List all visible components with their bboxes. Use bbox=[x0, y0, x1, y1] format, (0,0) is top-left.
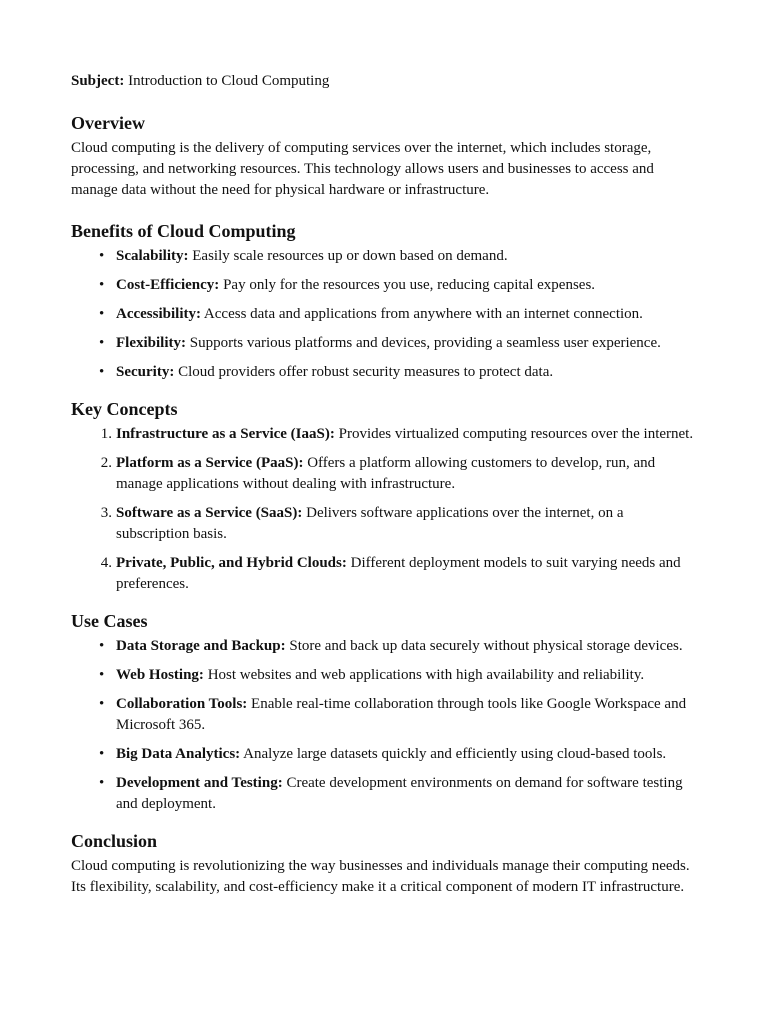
bullet-icon: • bbox=[99, 306, 105, 322]
list-item-text: Access data and applications from anywhere with an internet connection. bbox=[203, 306, 643, 322]
list-item-text: Analyze large datasets quickly and efficiently using cloud-based tools. bbox=[243, 746, 667, 762]
list-item bbox=[99, 665, 696, 686]
list-item bbox=[99, 744, 696, 765]
list-item bbox=[99, 694, 696, 736]
list-item-term: Security: bbox=[116, 364, 175, 380]
list-item-term: Data Storage and Backup: bbox=[116, 638, 286, 654]
list-item-term: Software as a Service (SaaS): bbox=[116, 505, 303, 521]
list-item-text: Enable real-time collaboration through tools like Google Workspace and Microsoft 365. bbox=[116, 696, 687, 733]
use-cases-heading: Use Cases bbox=[71, 611, 148, 631]
bullet-icon: • bbox=[99, 746, 105, 762]
bullet-icon: • bbox=[99, 277, 105, 293]
list-item bbox=[99, 362, 696, 383]
key-concepts-list bbox=[71, 424, 696, 595]
list-item-term: Cost-Efficiency: bbox=[116, 277, 220, 293]
conclusion-heading: Conclusion bbox=[71, 831, 158, 851]
list-item-text: Different deployment models to suit varying needs and preferences. bbox=[116, 555, 681, 592]
list-item bbox=[100, 503, 696, 545]
list-item-text: Delivers software applications over the internet, on a subscription basis. bbox=[116, 505, 624, 542]
list-item-text: Easily scale resources up or down based on demand. bbox=[192, 248, 508, 264]
list-number: 2. bbox=[100, 455, 112, 471]
benefits-heading: Benefits of Cloud Computing bbox=[71, 221, 296, 241]
list-item-text: Pay only for the resources you use, reducing capital expenses. bbox=[223, 277, 596, 293]
overview-paragraph: Cloud computing is the delivery of computing services over the internet, which includes storage, processing, and networking resources. This technology allows users and businesses to access and manage data without the need for physical hardware or infrastructure. bbox=[71, 140, 654, 198]
list-item-term: Big Data Analytics: bbox=[116, 746, 241, 762]
list-item-text: Supports various platforms and devices, providing a seamless user experience. bbox=[189, 335, 661, 351]
list-item bbox=[99, 275, 696, 296]
benefits-list bbox=[71, 246, 696, 383]
list-number: 3. bbox=[100, 505, 112, 521]
list-number: 1. bbox=[100, 426, 112, 442]
list-item bbox=[99, 246, 696, 267]
list-item-term: Collaboration Tools: bbox=[116, 696, 248, 712]
bullet-icon: • bbox=[99, 248, 105, 264]
list-item-text: Offers a platform allowing customers to develop, run, and manage applications without dealing with infrastructure. bbox=[116, 455, 656, 492]
key-concepts-heading: Key Concepts bbox=[71, 399, 178, 419]
list-item bbox=[100, 424, 696, 445]
list-number: 4. bbox=[100, 555, 112, 571]
list-item-term: Accessibility: bbox=[116, 306, 201, 322]
list-item bbox=[99, 304, 696, 325]
list-item bbox=[100, 453, 696, 495]
list-item bbox=[100, 553, 696, 595]
list-item-term: Infrastructure as a Service (IaaS): bbox=[116, 426, 335, 442]
overview-heading: Overview bbox=[71, 113, 145, 133]
list-item bbox=[99, 333, 696, 354]
list-item bbox=[99, 636, 696, 657]
list-item-term: Flexibility: bbox=[116, 335, 186, 351]
list-item-term: Platform as a Service (PaaS): bbox=[116, 455, 304, 471]
conclusion-paragraph: Cloud computing is revolutionizing the way businesses and individuals manage their computing needs. Its flexibility, scalability, and cost-efficiency make it a critical component of modern IT infrastructure. bbox=[71, 858, 690, 895]
list-item-text: Host websites and web applications with high availability and reliability. bbox=[207, 667, 645, 683]
bullet-icon: • bbox=[99, 775, 105, 791]
list-item-term: Private, Public, and Hybrid Clouds: bbox=[116, 555, 347, 571]
subject-line bbox=[71, 71, 696, 92]
list-item-text: Store and back up data securely without physical storage devices. bbox=[289, 638, 683, 654]
subject-text: Introduction to Cloud Computing bbox=[128, 73, 330, 89]
list-item-text: Create development environments on demand for software testing and deployment. bbox=[116, 775, 683, 812]
list-item bbox=[99, 773, 696, 815]
bullet-icon: • bbox=[99, 667, 105, 683]
list-item-text: Cloud providers offer robust security measures to protect data. bbox=[178, 364, 554, 380]
use-cases-list bbox=[71, 636, 696, 815]
list-item-text: Provides virtualized computing resources over the internet. bbox=[338, 426, 694, 442]
list-item-term: Development and Testing: bbox=[116, 775, 283, 791]
bullet-icon: • bbox=[99, 364, 105, 380]
bullet-icon: • bbox=[99, 335, 105, 351]
list-item-term: Web Hosting: bbox=[116, 667, 204, 683]
subject-label: Subject: bbox=[71, 73, 125, 89]
list-item-term: Scalability: bbox=[116, 248, 189, 264]
bullet-icon: • bbox=[99, 696, 105, 712]
bullet-icon: • bbox=[99, 638, 105, 654]
